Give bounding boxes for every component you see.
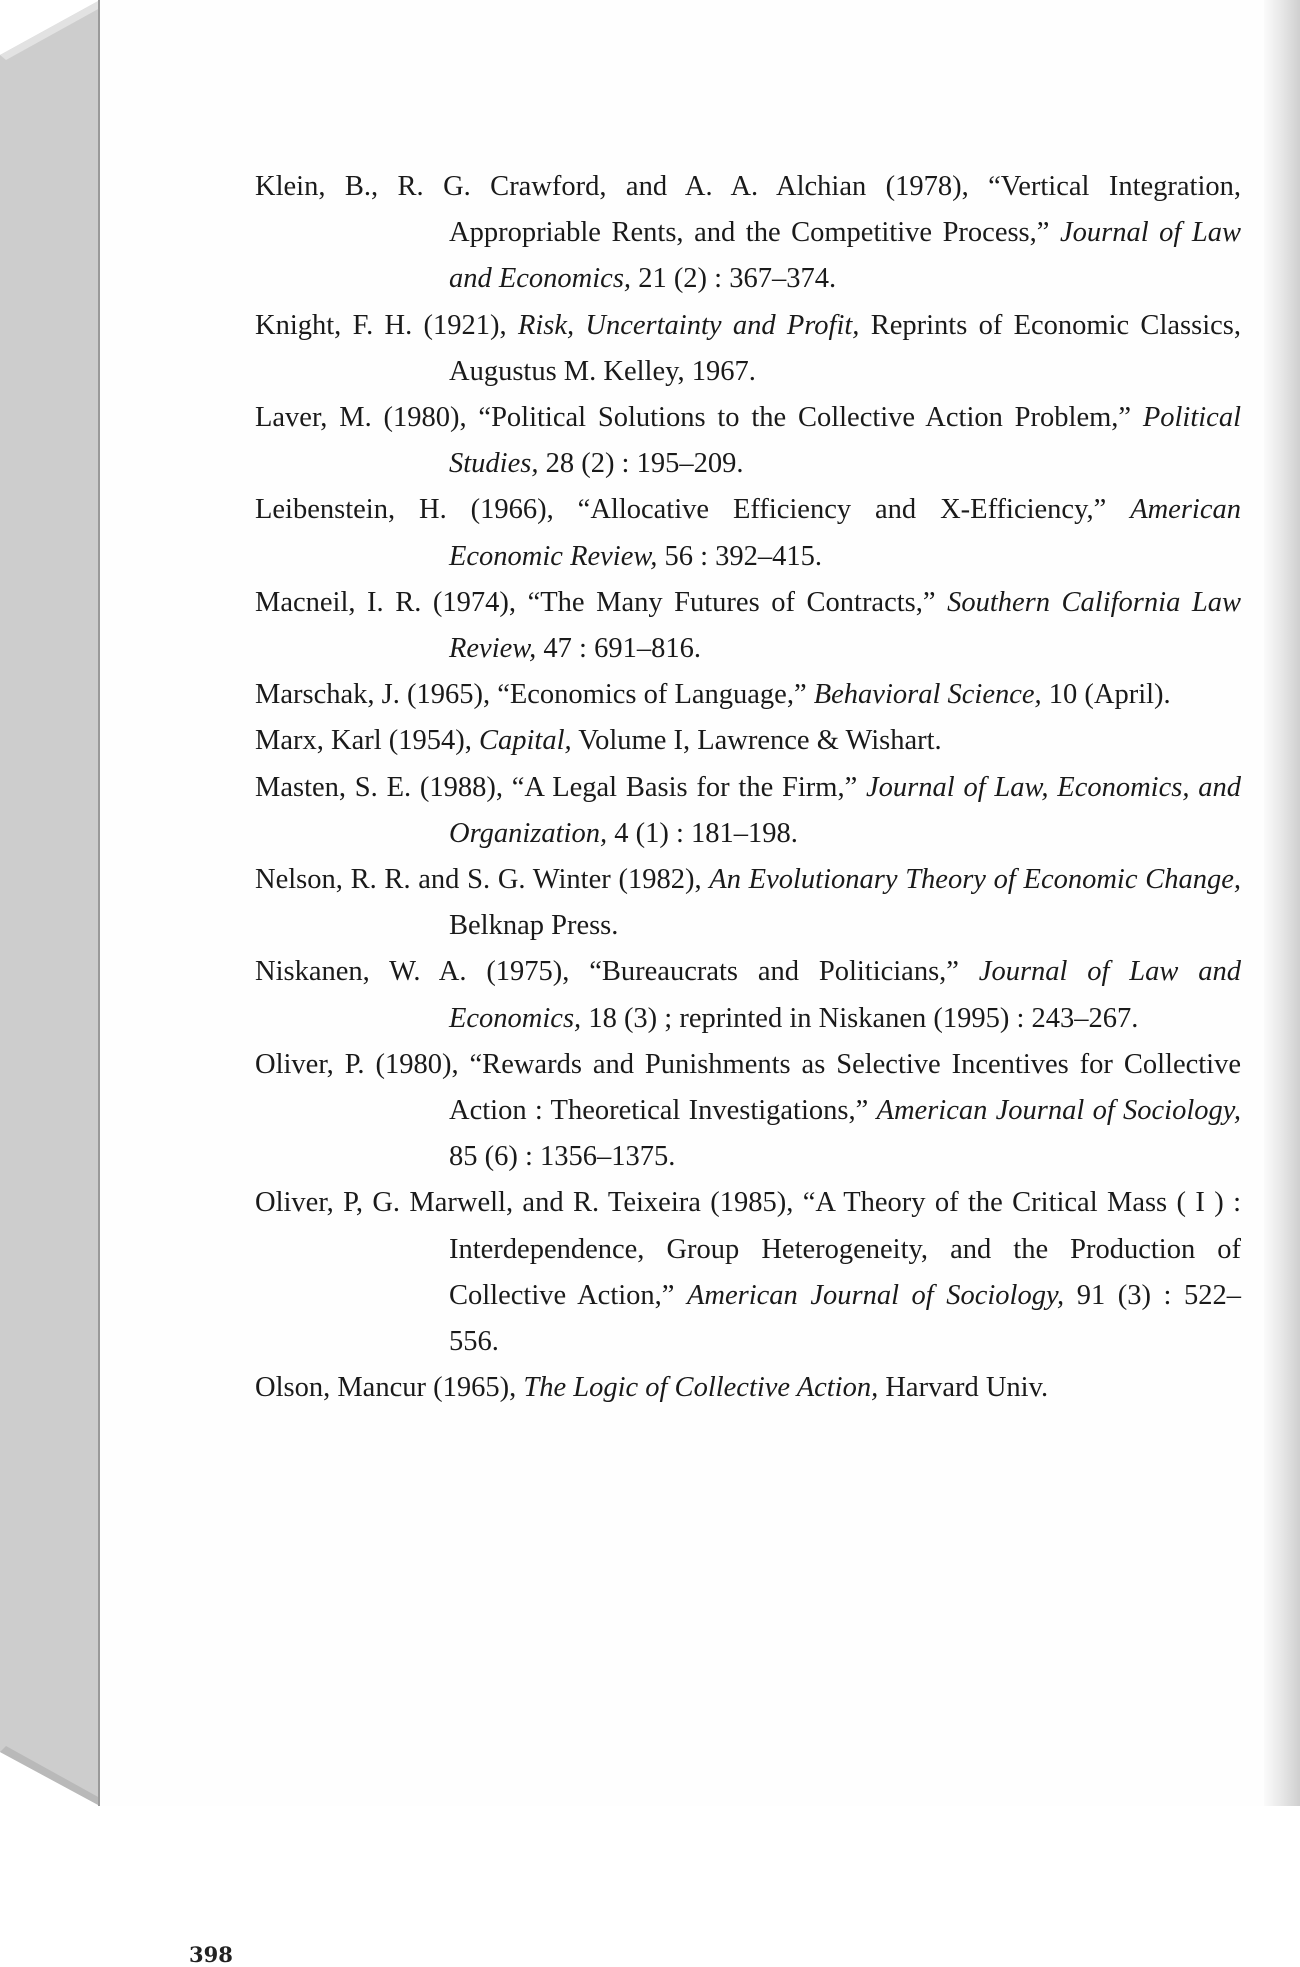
page-edge-shadow	[1264, 0, 1300, 1806]
reference-entry	[255, 395, 1241, 487]
reference-source-italic: American Economic Review,	[449, 494, 1241, 572]
reference-text: 85 (6) : 1356–1375.	[449, 1141, 676, 1173]
reference-text: 4 (1) : 181–198.	[607, 817, 798, 849]
reference-text: Leibenstein, H. (1966), “Allocative Efficiency and X-Efficiency,”	[255, 494, 1131, 526]
reference-entry	[255, 1365, 1241, 1411]
reference-text: Reprints of Economic Classics, Augustus M. Kelley, 1967.	[449, 309, 1241, 387]
reference-text: 56 : 392–415.	[657, 540, 823, 572]
reference-list	[255, 164, 1241, 1411]
reference-text: 28 (2) : 195–209.	[538, 448, 744, 480]
reference-text: Niskanen, W. A. (1975), “Bureaucrats and Politicians,”	[255, 956, 979, 988]
reference-text: Marx, Karl (1954),	[255, 725, 479, 757]
reference-text: Macneil, I. R. (1974), “The Many Futures of Contracts,”	[255, 586, 948, 618]
book-spine	[0, 0, 100, 1806]
reference-entry	[255, 949, 1241, 1041]
reference-entry	[255, 857, 1241, 949]
reference-text: Klein, B., R. G. Crawford, and A. A. Alchian (1978), “Vertical Integration, Appropriable Rents, and the Competitive Process,”	[255, 171, 1241, 249]
reference-source-italic: Capital,	[478, 725, 572, 757]
reference-text: Laver, M. (1980), “Political Solutions to the Collective Action Problem,”	[255, 402, 1143, 434]
reference-text: Olson, Mancur (1965),	[255, 1372, 524, 1404]
reference-source-italic: American Journal of Sociology,	[686, 1279, 1065, 1311]
reference-entry	[255, 1042, 1241, 1181]
reference-source-italic: The Logic of Collective Action,	[523, 1372, 879, 1404]
reference-text: 10 (April).	[1041, 679, 1171, 711]
reference-entry	[255, 487, 1241, 579]
reference-source-italic: Behavioral Science,	[813, 679, 1042, 711]
book-page	[100, 0, 1264, 1806]
page-number: 398	[189, 1942, 233, 1967]
reference-text: Belknap Press.	[449, 910, 619, 942]
reference-entry	[255, 580, 1241, 672]
reference-source-italic: Journal of Law, Economics, and Organization,	[449, 771, 1241, 849]
reference-text: Knight, F. H. (1921),	[255, 309, 518, 341]
reference-entry	[255, 164, 1241, 303]
reference-text: Nelson, R. R. and S. G. Winter (1982),	[255, 864, 710, 896]
spine-face	[0, 0, 100, 1806]
reference-text: Oliver, P, G. Marwell, and R. Teixeira (1985), “A Theory of the Critical Mass ( I ) : Interdependence, Group Heterogeneity, and the Production of Collective Action,”	[255, 1187, 1241, 1311]
reference-text: Volume I, Lawrence & Wishart.	[571, 725, 942, 757]
reference-text: Oliver, P. (1980), “Rewards and Punishments as Selective Incentives for Collective Action : Theoretical Investigations,”	[255, 1048, 1241, 1127]
reference-text: 18 (3) ; reprinted in Niskanen (1995) : 243–267.	[581, 1002, 1139, 1034]
reference-text: Harvard Univ.	[878, 1372, 1049, 1404]
reference-source-italic: American Journal of Sociology,	[876, 1095, 1241, 1127]
reference-entry	[255, 765, 1241, 857]
reference-source-italic: Risk, Uncertainty and Profit,	[517, 309, 860, 341]
reference-source-italic: Journal of Law and Economics,	[449, 956, 1242, 1034]
reference-source-italic: An Evolutionary Theory of Economic Change,	[709, 864, 1241, 896]
reference-entry	[255, 672, 1241, 718]
reference-text: 47 : 691–816.	[536, 633, 701, 665]
reference-text: Marschak, J. (1965), “Economics of Language,”	[255, 679, 814, 711]
reference-text: 91 (3) : 522–556.	[449, 1279, 1241, 1358]
reference-text: Masten, S. E. (1988), “A Legal Basis for the Firm,”	[255, 771, 866, 803]
reference-entry	[255, 303, 1241, 395]
reference-source-italic: Southern California Law Review,	[449, 586, 1241, 665]
reference-source-italic: Political Studies,	[449, 402, 1241, 480]
reference-entry	[255, 1180, 1241, 1365]
reference-text: 21 (2) : 367–374.	[631, 263, 837, 295]
reference-entry	[255, 718, 1241, 764]
reference-source-italic: Journal of Law and Economics,	[449, 217, 1241, 295]
